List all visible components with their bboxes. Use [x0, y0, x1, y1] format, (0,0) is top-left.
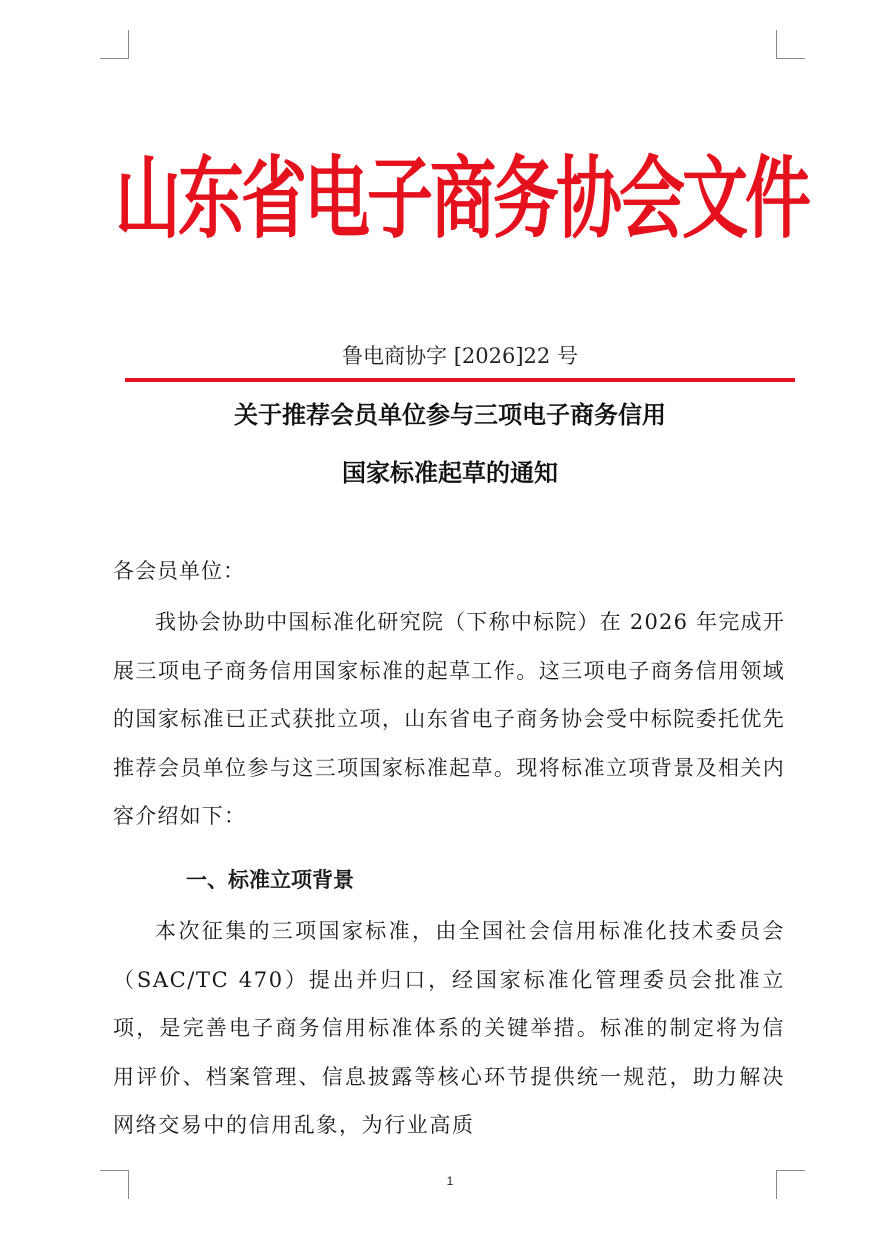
crop-mark-top-right — [776, 30, 805, 59]
salutation: 各会员单位： — [113, 559, 245, 583]
document-number: 鲁电商协字 [2026]22 号 — [342, 344, 578, 368]
crop-mark-top-left — [100, 30, 129, 59]
notice-title-line-2: 国家标准起草的通知 — [342, 458, 558, 487]
notice-title-line-1: 关于推荐会员单位参与三项电子商务信用 — [234, 400, 666, 429]
background-paragraph: 本次征集的三项国家标准，由全国社会信用标准化技术委员会（SAC/TC 470）提出并归口，经国家标准化管理委员会批准立项，是完善电子商务信用标准体系的关键举措。标准的制定将为信用评价、档案管理、信息披露等核心环节提供统一规范，助力解决网络交易中的信用乱象，为行业高质 — [113, 919, 785, 1138]
intro-paragraph: 我协会协助中国标准化研究院（下称中标院）在 2026 年完成开展三项电子商务信用国家标准的起草工作。这三项电子商务信用领域的国家标准已正式获批立项，山东省电子商务协会受中标院委托优先推荐会员单位参与这三项国家标准起草。现将标准立项背景及相关内容介绍如下： — [113, 610, 785, 829]
red-divider-line — [125, 378, 795, 382]
page-number: 1 — [446, 1174, 454, 1188]
section-heading-background: 一、标准立项背景 — [186, 868, 354, 892]
document-masthead: 山东省电子商务协会文件 — [115, 147, 808, 252]
